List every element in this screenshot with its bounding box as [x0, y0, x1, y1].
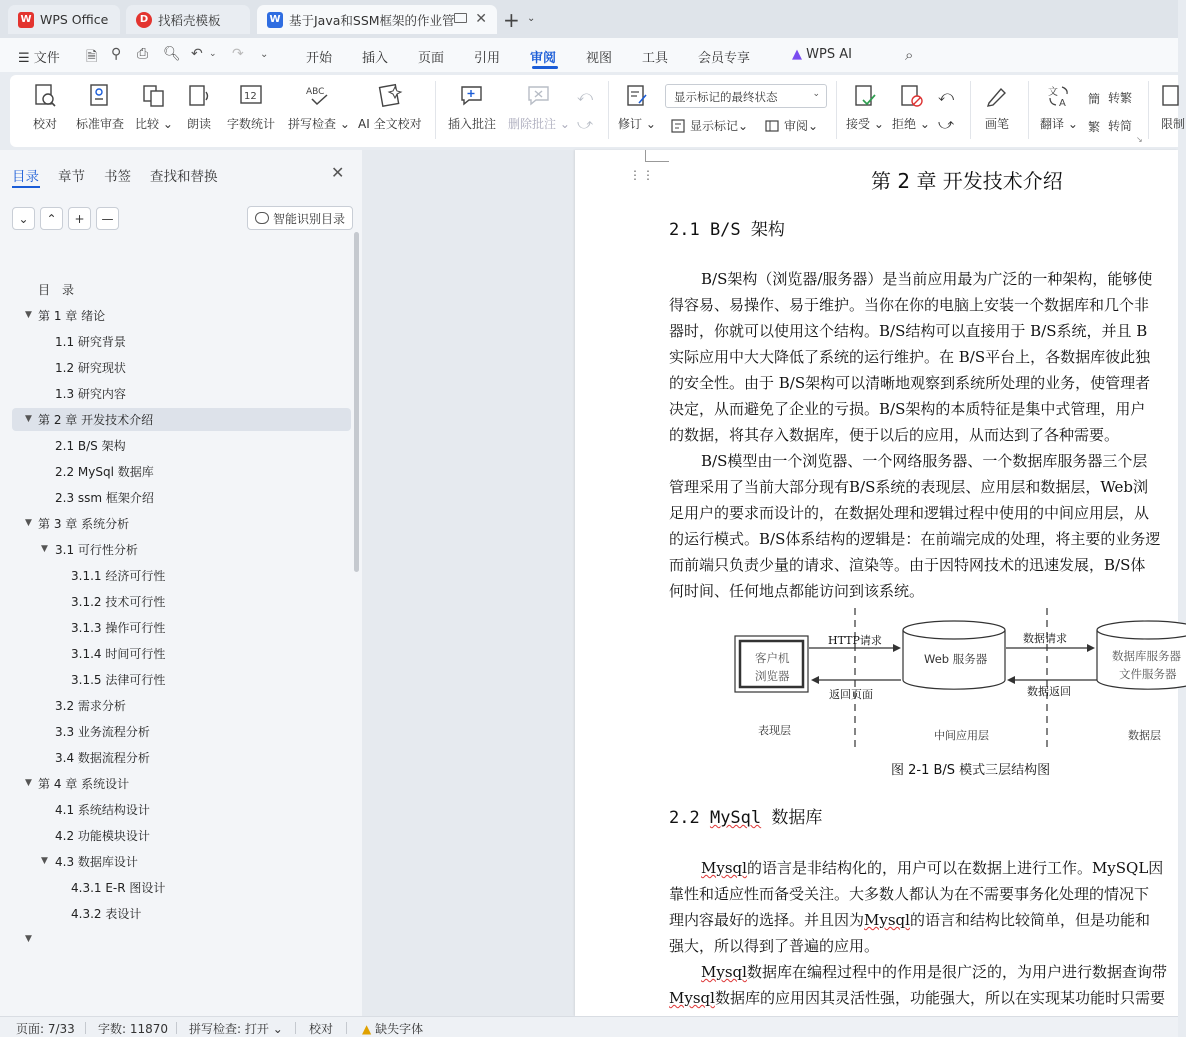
ai-proofread-icon: [377, 83, 403, 109]
revise-button[interactable]: 修订 ⌄: [618, 83, 656, 132]
menu-reference[interactable]: 引用: [474, 51, 501, 66]
page-corner-mark: [645, 150, 669, 162]
paragraph-line: 得容易、易操作、易于维护。当你在你的电脑上安装一个数据库和几个非: [669, 296, 1150, 314]
expand-arrow-icon[interactable]: ▼: [25, 414, 32, 424]
nav-scrollbar[interactable]: [354, 232, 359, 572]
smart-toc-button[interactable]: [247, 206, 353, 230]
ribbon-separator: [836, 81, 837, 139]
toc-item[interactable]: 4.1 系统结构设计: [55, 802, 150, 817]
toc-item-selected[interactable]: 第 2 章 开发技术介绍: [38, 412, 154, 427]
to-simplified-button[interactable]: [1088, 117, 1132, 134]
section-number: 2.2: [669, 808, 710, 828]
menu-review[interactable]: 审阅: [530, 51, 557, 66]
tab-label: 基于Java和SSM框架的作业管: [289, 12, 455, 28]
section-title: 2.1 B/S 架构: [669, 220, 785, 240]
tab-wps-office[interactable]: [8, 5, 120, 34]
spell-flagged-word[interactable]: MySql: [709, 808, 762, 828]
redo-icon[interactable]: ↷: [232, 46, 244, 62]
toc-item[interactable]: 3.1.2 技术可行性: [71, 594, 166, 609]
expand-arrow-icon[interactable]: ▼: [41, 544, 48, 554]
ai-proofread-button[interactable]: [358, 83, 422, 132]
ribbon-separator: [970, 81, 971, 139]
expand-arrow-icon[interactable]: ▼: [25, 934, 32, 944]
simplified-chinese-icon: 繁: [1088, 119, 1101, 134]
ribbon-separator: [1028, 81, 1029, 139]
compare-icon: [141, 83, 167, 109]
menu-insert[interactable]: 插入: [362, 51, 389, 66]
toc-item[interactable]: 4.3.2 表设计: [71, 906, 142, 921]
section-title-rest: 数据库: [761, 808, 823, 828]
undo-dropdown-icon[interactable]: ⌄: [209, 49, 217, 59]
previous-comment-icon[interactable]: ⤺: [577, 87, 594, 105]
markup-mode-value: 显示标记的最终状态: [674, 90, 778, 104]
tab-label: 找稻壳模板: [158, 12, 221, 28]
word-count-button[interactable]: [227, 83, 275, 132]
reject-button[interactable]: 拒绝 ⌄: [892, 83, 930, 132]
delete-comment-label: 删除批注: [508, 117, 557, 131]
toc-item[interactable]: 2.2 MySql 数据库: [55, 464, 154, 479]
wps-logo-icon: W: [18, 12, 34, 28]
paragraph-line: 足用户的要求而设计的，在数据处理和逻辑过程中使用的中间应用层，从: [669, 504, 1150, 522]
active-menu-indicator: [532, 66, 558, 69]
show-markup-label: 显示标记: [690, 119, 739, 133]
translate-icon: [1046, 83, 1072, 109]
toc-item[interactable]: 3.2 需求分析: [55, 698, 126, 713]
spell-check-status-label: 拼写检查: 打开: [189, 1022, 269, 1036]
data-return-label: 数据返回: [1027, 685, 1071, 698]
drag-handle-icon[interactable]: ⋮⋮: [629, 168, 655, 182]
status-separator: [176, 1022, 177, 1034]
tab-chapter[interactable]: 章节: [58, 169, 85, 185]
toc-item[interactable]: 3.1.3 操作可行性: [71, 620, 166, 635]
standard-review-button[interactable]: [76, 83, 124, 132]
paragraph-line: 器时，你就可以使用这个结构。B/S结构可以直接用于 B/S系统，并且 B: [669, 322, 1148, 340]
more-icon[interactable]: ⌄: [260, 49, 269, 60]
menu-page[interactable]: 页面: [418, 51, 445, 66]
chevron-down-icon: ⌄: [18, 211, 29, 226]
db-server-label-1: 数据库服务器: [1112, 649, 1181, 663]
active-tab-indicator: [12, 186, 40, 188]
return-page-label: 返回页面: [829, 688, 873, 701]
ribbon-separator: [1148, 81, 1149, 139]
toc-item[interactable]: 3.3 业务流程分析: [55, 724, 150, 739]
word-count-label: 字数统计: [227, 117, 276, 131]
status-separator: [85, 1022, 86, 1034]
standard-review-label: 标准审查: [76, 117, 125, 131]
plus-icon: +: [74, 211, 85, 226]
paragraph-line: 的数据，将其存入数据库，便于以后的应用，从而达到了各种需要。: [669, 426, 1120, 444]
section-title: [669, 803, 822, 828]
status-bar: [0, 1016, 1178, 1037]
review-pane-label: 审阅: [784, 119, 809, 133]
chapter-title: 第 2 章 开发技术介绍: [871, 169, 1063, 193]
ribbon-separator: [435, 81, 436, 139]
chevron-down-icon: ⌄: [272, 1022, 283, 1036]
read-aloud-icon: [186, 83, 212, 109]
toc-item[interactable]: 3.1.4 时间可行性: [71, 646, 166, 661]
close-tab-icon[interactable]: ✕: [475, 11, 487, 27]
paragraph-line: 的运行模式。B/S体系结构的逻辑是：在前端完成的处理，将主要的业务逻: [669, 530, 1161, 548]
tab-bookmark[interactable]: 书签: [104, 169, 131, 185]
brush-label: 画笔: [984, 117, 1009, 131]
compare-label: 比较: [135, 117, 160, 131]
accept-icon: [852, 83, 878, 109]
restrict-button[interactable]: [1160, 83, 1186, 132]
print-preview-icon[interactable]: 🔍︎: [163, 46, 181, 62]
status-separator: [295, 1022, 296, 1034]
add-heading-button[interactable]: [68, 207, 91, 230]
expand-up-button[interactable]: [40, 207, 63, 230]
menu-start[interactable]: 开始: [306, 51, 333, 66]
web-server-label: Web 服务器: [924, 652, 988, 666]
bs-architecture-diagram: [725, 618, 1185, 753]
brush-button[interactable]: [984, 83, 1010, 132]
tab-toc[interactable]: 目录: [12, 169, 39, 185]
word-doc-icon: W: [267, 12, 283, 28]
missing-font-label: 缺失字体: [375, 1022, 424, 1036]
paragraph-text: 数据库在编程过程中的作用是很广泛的，为用户进行数据查询带: [746, 963, 1167, 981]
markup-mode-select[interactable]: [665, 84, 827, 108]
data-request-label: 数据请求: [1023, 632, 1067, 645]
review-ribbon: [10, 75, 1185, 147]
http-request-label: HTTP请求: [828, 634, 882, 647]
accept-label: 接受: [846, 117, 871, 131]
navigation-panel: [0, 150, 362, 1016]
svg-text:12: 12: [244, 91, 257, 102]
restrict-icon: [1160, 83, 1186, 109]
paragraph-line: B/S架构（浏览器/服务器）是当前应用最为广泛的一种架构，能够使: [701, 270, 1153, 288]
menu-wps-ai[interactable]: [792, 47, 852, 62]
expand-arrow-icon[interactable]: ▼: [41, 856, 48, 866]
restrict-label: 限制: [1160, 117, 1185, 131]
docer-logo-icon: D: [136, 12, 152, 28]
smart-toc-label: 智能识别目录: [273, 211, 346, 226]
new-tab-icon[interactable]: +: [503, 8, 520, 32]
smart-toc-icon: [255, 212, 269, 224]
paragraph-text: 理内容最好的选择。并且因为: [669, 911, 865, 929]
toc-item[interactable]: 1.3 研究内容: [55, 386, 126, 401]
pen-icon: [984, 83, 1010, 109]
show-markup-icon: [670, 118, 686, 134]
paragraph-line: 何时间、任何地点都能访问到该系统。: [669, 582, 925, 600]
spell-check-icon: [306, 83, 332, 109]
insert-comment-icon: [459, 83, 485, 109]
ribbon-separator: [608, 81, 609, 139]
client-label-1: 客户机: [755, 651, 790, 665]
translate-button[interactable]: 文 A 翻译 ⌄: [1040, 83, 1078, 132]
toc-item[interactable]: 2.1 B/S 架构: [55, 438, 126, 453]
traditional-chinese-icon: 簡: [1088, 91, 1101, 106]
share-icon[interactable]: ⚲: [111, 46, 122, 62]
menu-member[interactable]: 会员专享: [698, 51, 751, 66]
tab-label: WPS Office: [40, 12, 109, 27]
standard-review-icon: [87, 83, 113, 109]
undo-icon[interactable]: ↶: [191, 46, 203, 62]
wps-ai-icon: ▲: [792, 47, 802, 62]
db-server-label-2: 文件服务器: [1119, 667, 1177, 681]
toc-item[interactable]: 第 1 章 绪论: [38, 308, 106, 323]
proofread-label: 校对: [32, 117, 57, 131]
status-separator: [346, 1022, 347, 1034]
paragraph-line: 的安全性。由于 B/S架构可以清晰地观察到系统所处理的业务，使管理者: [669, 374, 1151, 392]
paragraph-text: 数据库的应用因其灵活性强，功能强大，所以在实现某功能时只需要: [714, 989, 1165, 1007]
tab-document[interactable]: [257, 5, 497, 34]
paragraph-line: 管理采用了当前大部分现有B/S系统的表现层、应用层和数据层，Web浏: [669, 478, 1149, 496]
paragraph-line: 而前端只负责少量的请求、渲染等。由于因特网技术的迅速发展，B/S体: [669, 556, 1146, 574]
toc-item[interactable]: 第 3 章 系统分析: [38, 516, 130, 531]
revise-icon: [624, 83, 650, 109]
figure-caption: 图 2-1 B/S 模式三层结构图: [891, 763, 1051, 778]
save-icon[interactable]: 🗎: [86, 49, 98, 65]
spell-check-button[interactable]: ABC 拼写检查 ⌄: [288, 83, 350, 132]
toc-item[interactable]: 1.1 研究背景: [55, 334, 126, 349]
spell-flagged-word[interactable]: Mysql: [864, 911, 910, 929]
proof-status[interactable]: 校对: [309, 1022, 334, 1036]
svg-text:ABC: ABC: [305, 87, 325, 97]
toc-item[interactable]: 3.1.1 经济可行性: [71, 568, 166, 583]
svg-text:A: A: [1058, 98, 1066, 109]
minus-icon: —: [101, 211, 114, 226]
toc-item[interactable]: 4.3 数据库设计: [55, 854, 138, 869]
paragraph-line: 强大，所以得到了普遍的应用。: [669, 937, 880, 955]
proofread-icon: [32, 83, 58, 109]
paragraph-text: 的语言是非结构化的，用户可以在数据上进行工作。MySQL因: [746, 859, 1164, 877]
wps-ai-label: WPS AI: [806, 47, 852, 62]
paragraph-line: [669, 909, 1150, 930]
expand-arrow-icon[interactable]: ▼: [25, 518, 32, 528]
delete-comment-icon: [526, 83, 552, 109]
insert-comment-button[interactable]: [448, 83, 496, 132]
insert-comment-label: 插入批注: [448, 117, 497, 131]
reject-icon: [898, 83, 924, 109]
toc-item[interactable]: 3.4 数据流程分析: [55, 750, 150, 765]
read-aloud-button[interactable]: [186, 83, 212, 132]
menu-view[interactable]: 视图: [586, 51, 613, 66]
toc-item[interactable]: 3.1 可行性分析: [55, 542, 138, 557]
previous-revision-icon[interactable]: ⤺: [938, 87, 955, 105]
data-layer-label: 数据层: [1128, 729, 1161, 742]
menu-tools[interactable]: 工具: [642, 51, 669, 66]
next-comment-icon[interactable]: ⤻: [577, 115, 594, 133]
word-count-icon: [238, 83, 264, 109]
to-traditional-label: 转繁: [1108, 91, 1133, 105]
toc-item[interactable]: 1.2 研究现状: [55, 360, 126, 375]
to-simplified-label: 转简: [1108, 119, 1133, 133]
revise-label: 修订: [618, 117, 643, 131]
read-aloud-label: 朗读: [186, 117, 211, 131]
paragraph-line: [701, 961, 1167, 982]
close-icon[interactable]: ✕: [331, 163, 345, 182]
compare-button[interactable]: 比较 ⌄: [135, 83, 173, 132]
toc-item[interactable]: 4.2 功能模块设计: [55, 828, 150, 843]
monitor-icon[interactable]: [454, 13, 467, 23]
group-expand-icon[interactable]: ↘: [1136, 135, 1143, 144]
tab-find-replace[interactable]: 查找和替换: [150, 169, 218, 185]
remove-heading-button[interactable]: [96, 207, 119, 230]
paragraph-line: 靠性和适应性而备受关注。大多数人都认为在不需要事务化处理的情况下: [669, 885, 1150, 903]
spell-flagged-word[interactable]: Mysql: [669, 989, 715, 1007]
toc-item[interactable]: 第 4 章 系统设计: [38, 776, 130, 791]
toc-item[interactable]: 目 录: [38, 282, 75, 297]
warning-icon: ▲: [362, 1022, 372, 1036]
toc-item[interactable]: 4.3.1 E-R 图设计: [71, 880, 166, 895]
spell-flagged-word[interactable]: Mysql: [701, 859, 747, 877]
missing-font-status[interactable]: [362, 1020, 423, 1037]
accept-button[interactable]: 接受 ⌄: [846, 83, 884, 132]
client-label-2: 浏览器: [755, 669, 790, 683]
paragraph-text: 的语言和结构比较简单，但是功能和: [909, 911, 1150, 929]
delete-comment-button[interactable]: 删除批注 ⌄: [508, 83, 570, 132]
expand-arrow-icon[interactable]: ▼: [25, 778, 32, 788]
proofread-button[interactable]: [32, 83, 58, 132]
document-page[interactable]: [575, 150, 1181, 1016]
chevron-down-icon[interactable]: ⌄: [527, 13, 536, 24]
expand-arrow-icon[interactable]: ▼: [25, 310, 32, 320]
collapse-all-button[interactable]: [12, 207, 35, 230]
search-icon[interactable]: ⌕: [905, 46, 914, 64]
next-revision-icon[interactable]: ⤻: [938, 115, 955, 133]
spell-check-status[interactable]: [189, 1020, 283, 1037]
review-pane-icon: [764, 118, 780, 134]
chevron-up-icon: ⌃: [46, 211, 57, 226]
paragraph-line: 决定，从而避免了企业的亏损。B/S架构的本质特征是集中式管理，用户: [669, 400, 1146, 418]
show-markup-button[interactable]: 显示标记 ⌄: [670, 117, 748, 134]
spell-flagged-word[interactable]: Mysql: [701, 963, 747, 981]
svg-text:文: 文: [1047, 87, 1058, 98]
toc-item[interactable]: 3.1.5 法律可行性: [71, 672, 166, 687]
paragraph-line: B/S模型由一个浏览器、一个网络服务器、一个数据库服务器三个层: [701, 452, 1148, 470]
print-icon[interactable]: ⎙: [137, 46, 149, 62]
tab-bar: [0, 0, 1178, 38]
file-menu[interactable]: ☰ 文件: [18, 51, 60, 66]
presentation-layer-label: 表现层: [758, 724, 791, 737]
to-traditional-button[interactable]: [1088, 89, 1132, 106]
reject-label: 拒绝: [892, 117, 917, 131]
translate-label: 翻译: [1040, 117, 1065, 131]
chevron-down-icon: ⌄: [812, 89, 820, 99]
word-count-indicator[interactable]: 字数: 11870: [98, 1022, 169, 1036]
paragraph-line: 实际应用中大大降低了系统的运行维护。在 B/S平台上，各数据库彼此独: [669, 348, 1151, 366]
tab-template[interactable]: [126, 5, 250, 34]
middle-layer-label: 中间应用层: [934, 729, 989, 742]
spell-check-label: 拼写检查: [288, 117, 337, 131]
page-indicator[interactable]: 页面: 7/33: [16, 1022, 75, 1036]
review-pane-button[interactable]: 审阅 ⌄: [764, 117, 818, 134]
file-menu-label: 文件: [33, 51, 60, 66]
paragraph-line: [669, 987, 1165, 1008]
paragraph-line: [701, 857, 1163, 878]
ai-proofread-label: AI 全文校对: [358, 117, 422, 131]
toc-item[interactable]: 2.3 ssm 框架介绍: [55, 490, 154, 505]
